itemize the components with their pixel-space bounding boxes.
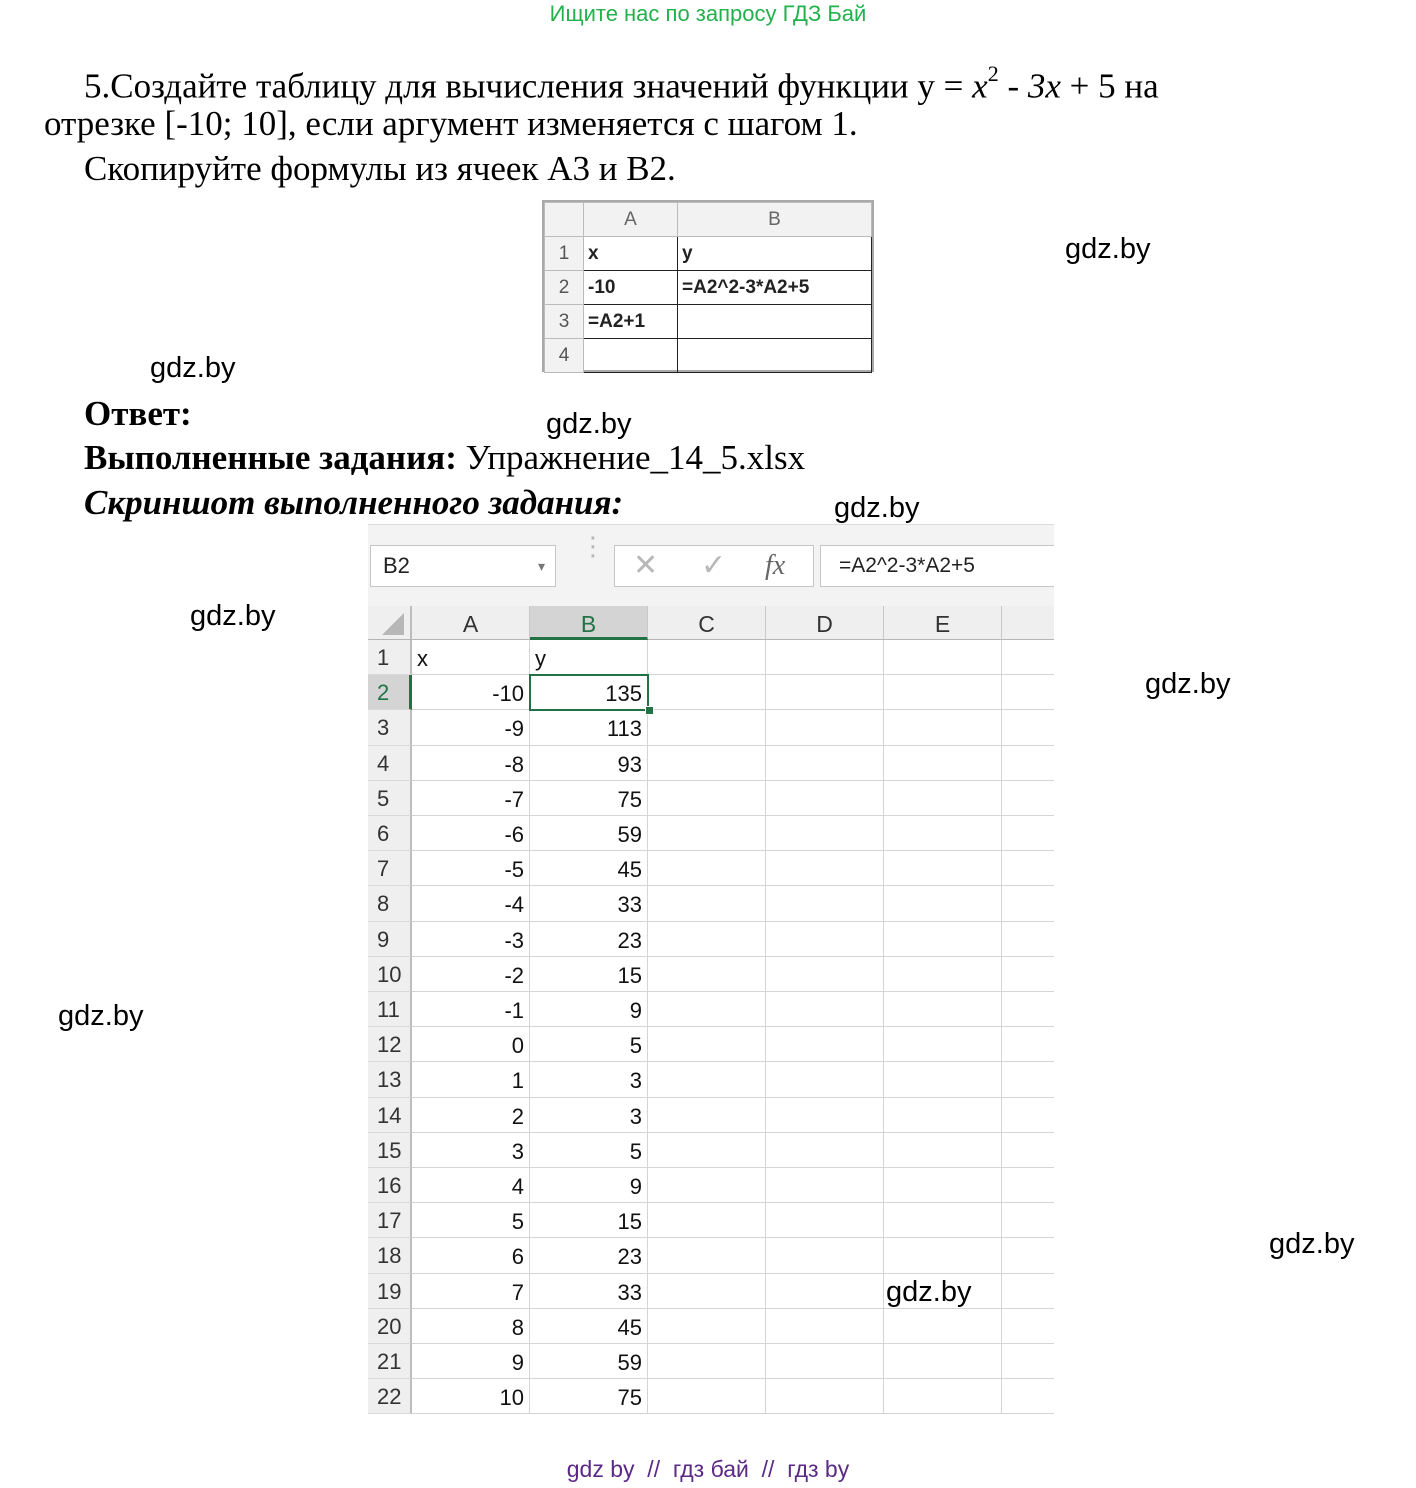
row-header[interactable]: 7 [368, 851, 412, 886]
row-header[interactable]: 17 [368, 1203, 412, 1238]
cell-x[interactable]: 10 [412, 1379, 530, 1414]
small-formula-table [542, 200, 874, 372]
top-banner: Ищите нас по запросу ГДЗ Бай [549, 1, 867, 26]
corner-cell [545, 203, 584, 237]
cell-y[interactable]: 5 [530, 1133, 648, 1168]
watermark: gdz.by [1145, 668, 1231, 700]
watermark: gdz.by [58, 1000, 144, 1032]
row-header[interactable]: 18 [368, 1238, 412, 1273]
cell-y[interactable]: 33 [530, 886, 648, 921]
cell-y[interactable]: 45 [530, 851, 648, 886]
watermark: gdz.by [150, 352, 236, 384]
row-header[interactable]: 2 [368, 675, 412, 710]
cell-empty[interactable] [648, 922, 766, 957]
small-cell [678, 305, 872, 339]
cell-empty[interactable] [1002, 1027, 1054, 1062]
cell-empty[interactable] [1002, 1344, 1054, 1379]
cell-empty[interactable] [1002, 781, 1054, 816]
cell-empty[interactable] [1002, 1238, 1054, 1273]
cell-empty[interactable] [648, 886, 766, 921]
cell-empty[interactable] [884, 781, 1002, 816]
row-header[interactable]: 19 [368, 1274, 412, 1309]
cell-empty[interactable] [766, 992, 884, 1027]
cell-empty[interactable] [766, 1203, 884, 1238]
row-header[interactable]: 13 [368, 1062, 412, 1097]
cell-y[interactable]: 5 [530, 1027, 648, 1062]
cell-empty[interactable] [1002, 1133, 1054, 1168]
row-header[interactable]: 14 [368, 1098, 412, 1133]
cell-empty[interactable] [884, 1309, 1002, 1344]
cell-empty[interactable] [1002, 710, 1054, 745]
cell-empty[interactable] [766, 781, 884, 816]
cell-empty[interactable] [884, 1098, 1002, 1133]
cell-empty[interactable] [1002, 1203, 1054, 1238]
watermark: gdz.by [834, 492, 920, 524]
cell-empty[interactable] [884, 1344, 1002, 1379]
task-end: + 5 на [1060, 66, 1159, 106]
footer-link-gdz-by[interactable]: gdz by [566, 1456, 635, 1482]
cell-y[interactable]: 9 [530, 1168, 648, 1203]
cell-empty[interactable] [1002, 1274, 1054, 1309]
done-tasks-line [84, 438, 805, 478]
cell-empty[interactable] [884, 992, 1002, 1027]
cell-empty[interactable] [648, 640, 766, 675]
row-header[interactable]: 8 [368, 886, 412, 921]
cell-empty[interactable] [648, 1027, 766, 1062]
cell-empty[interactable] [1002, 816, 1054, 851]
answer-label: Ответ: [84, 394, 192, 433]
footer-separator: // [634, 1456, 673, 1482]
dropdown-icon[interactable]: ▾ [537, 558, 545, 574]
cell-empty[interactable] [648, 1309, 766, 1344]
small-row-number: 4 [545, 339, 584, 373]
column-header-b[interactable]: B [530, 606, 648, 640]
name-box-value: B2 [383, 553, 410, 578]
cell-empty[interactable] [648, 1344, 766, 1379]
small-cell: =A2^2-3*A2+5 [678, 271, 872, 305]
cell-empty[interactable] [648, 992, 766, 1027]
cell-empty[interactable] [1002, 746, 1054, 781]
cell-x[interactable]: 7 [412, 1274, 530, 1309]
footer-links [0, 1456, 1416, 1483]
row-header[interactable]: 22 [368, 1379, 412, 1414]
cell-empty[interactable] [1002, 675, 1054, 710]
cell-y[interactable]: y [530, 640, 648, 675]
row-header[interactable]: 15 [368, 1133, 412, 1168]
cell-x[interactable]: 9 [412, 1344, 530, 1379]
task-3x: 3x [1027, 66, 1061, 106]
cell-empty[interactable] [884, 851, 1002, 886]
task-line-3: Скопируйте формулы из ячеек А3 и В2. [84, 149, 676, 188]
column-header-d[interactable]: D [766, 606, 884, 640]
enter-icon[interactable]: ✓ [701, 549, 727, 582]
select-all-corner[interactable] [368, 606, 412, 640]
cell-empty[interactable] [1002, 1062, 1054, 1097]
cell-empty[interactable] [766, 816, 884, 851]
cell-x[interactable]: 4 [412, 1168, 530, 1203]
small-cell [678, 339, 872, 373]
cell-empty[interactable] [884, 1238, 1002, 1273]
row-header[interactable]: 12 [368, 1027, 412, 1062]
cell-empty[interactable] [884, 675, 1002, 710]
cell-empty[interactable] [648, 1168, 766, 1203]
cell-empty[interactable] [1002, 886, 1054, 921]
cell-empty[interactable] [648, 1274, 766, 1309]
cell-empty[interactable] [766, 957, 884, 992]
small-cell: =A2+1 [584, 305, 678, 339]
small-row-number: 1 [545, 237, 584, 271]
row-header[interactable]: 16 [368, 1168, 412, 1203]
column-header-a[interactable]: A [412, 606, 530, 640]
small-cell [584, 339, 678, 373]
watermark: gdz.by [546, 408, 632, 440]
cell-empty[interactable] [766, 851, 884, 886]
cell-empty[interactable] [766, 640, 884, 675]
cell-x[interactable]: -7 [412, 781, 530, 816]
cell-x[interactable]: 1 [412, 1062, 530, 1097]
cell-empty[interactable] [884, 710, 1002, 745]
footer-link-gdz-by-cyr[interactable]: гдз by [787, 1456, 850, 1482]
cell-empty[interactable] [766, 675, 884, 710]
cell-empty[interactable] [648, 957, 766, 992]
task-line-2: отрезке [-10; 10], если аргумент изменяется с шагом 1. [44, 104, 858, 143]
cell-x[interactable]: -9 [412, 710, 530, 745]
cell-empty[interactable] [766, 1238, 884, 1273]
cell-empty[interactable] [1002, 1379, 1054, 1414]
cell-x[interactable]: x [412, 640, 530, 675]
column-header-e[interactable]: E [884, 606, 1002, 640]
watermark: gdz.by [886, 1276, 972, 1308]
watermark: gdz.by [190, 600, 276, 632]
cell-empty[interactable] [884, 922, 1002, 957]
cell-x[interactable]: -8 [412, 746, 530, 781]
formula-buttons [614, 545, 814, 587]
cell-x[interactable]: -5 [412, 851, 530, 886]
formula-bar [368, 524, 1054, 607]
cell-y[interactable]: 15 [530, 1203, 648, 1238]
small-cell: y [678, 237, 872, 271]
cell-y[interactable]: 23 [530, 1238, 648, 1273]
footer-separator: // [748, 1456, 788, 1482]
small-col-header: B [678, 203, 872, 237]
screenshot-label: Скриншот выполненного задания: [84, 483, 624, 522]
cell-empty[interactable] [884, 816, 1002, 851]
cell-empty[interactable] [766, 1027, 884, 1062]
row-header[interactable]: 9 [368, 922, 412, 957]
watermark: gdz.by [1065, 233, 1151, 265]
footer-link-gdz-bai[interactable]: гдз бай [672, 1456, 749, 1482]
more-icon[interactable]: ⋮ [580, 531, 606, 561]
cell-empty[interactable] [766, 886, 884, 921]
cell-x[interactable]: -1 [412, 992, 530, 1027]
cell-y[interactable]: 113 [530, 710, 648, 745]
cell-empty[interactable] [766, 1133, 884, 1168]
column-header-c[interactable]: C [648, 606, 766, 640]
cell-empty[interactable] [884, 640, 1002, 675]
task-minus: - [998, 66, 1028, 106]
cell-x[interactable]: -2 [412, 957, 530, 992]
cell-empty[interactable] [648, 851, 766, 886]
column-header-f[interactable] [1002, 606, 1054, 640]
row-header[interactable]: 6 [368, 816, 412, 851]
cell-empty[interactable] [766, 1379, 884, 1414]
cell-x[interactable]: -4 [412, 886, 530, 921]
cell-empty[interactable] [648, 1238, 766, 1273]
cell-y[interactable]: 3 [530, 1062, 648, 1097]
cell-empty[interactable] [648, 1133, 766, 1168]
watermark: gdz.by [1269, 1228, 1355, 1260]
cell-empty[interactable] [884, 1133, 1002, 1168]
cell-x[interactable]: 5 [412, 1203, 530, 1238]
task-exponent: 2 [987, 61, 999, 86]
cancel-icon[interactable]: ✕ [633, 549, 659, 582]
cell-empty[interactable] [1002, 851, 1054, 886]
cell-empty[interactable] [766, 1168, 884, 1203]
cell-empty[interactable] [648, 1098, 766, 1133]
small-row-number: 2 [545, 271, 584, 305]
cell-x[interactable]: 3 [412, 1133, 530, 1168]
cell-empty[interactable] [1002, 1168, 1054, 1203]
cell-empty[interactable] [1002, 640, 1054, 675]
cell-x[interactable]: -6 [412, 816, 530, 851]
cell-empty[interactable] [884, 886, 1002, 921]
cell-empty[interactable] [766, 1344, 884, 1379]
fill-handle[interactable] [645, 706, 654, 715]
cell-empty[interactable] [766, 1274, 884, 1309]
cell-empty[interactable] [884, 1379, 1002, 1414]
cell-empty[interactable] [766, 1309, 884, 1344]
cell-y[interactable]: 33 [530, 1274, 648, 1309]
small-col-header: A [584, 203, 678, 237]
cell-empty[interactable] [648, 1203, 766, 1238]
task-x: x [972, 66, 988, 106]
cell-y[interactable]: 75 [530, 1379, 648, 1414]
cell-x[interactable]: -10 [412, 675, 530, 710]
row-header[interactable]: 5 [368, 781, 412, 816]
cell-y[interactable]: 23 [530, 922, 648, 957]
cell-empty[interactable] [1002, 1098, 1054, 1133]
cell-empty[interactable] [766, 1062, 884, 1097]
cell-empty[interactable] [766, 1098, 884, 1133]
cell-empty[interactable] [884, 1062, 1002, 1097]
small-cell: -10 [584, 271, 678, 305]
cell-empty[interactable] [648, 1379, 766, 1414]
row-header[interactable]: 11 [368, 992, 412, 1027]
row-header[interactable]: 20 [368, 1309, 412, 1344]
row-header[interactable]: 4 [368, 746, 412, 781]
cell-empty[interactable] [884, 1203, 1002, 1238]
cell-x[interactable]: 6 [412, 1238, 530, 1273]
cell-y[interactable]: 59 [530, 1344, 648, 1379]
cell-y[interactable]: 15 [530, 957, 648, 992]
cell-y[interactable]: 3 [530, 1098, 648, 1133]
cell-x[interactable]: 0 [412, 1027, 530, 1062]
cell-empty[interactable] [766, 710, 884, 745]
cell-y[interactable]: 9 [530, 992, 648, 1027]
cell-empty[interactable] [1002, 1309, 1054, 1344]
done-file-name: Упражнение_14_5.xlsx [456, 438, 806, 477]
cell-x[interactable]: -3 [412, 922, 530, 957]
cell-empty[interactable] [1002, 957, 1054, 992]
cell-empty[interactable] [648, 781, 766, 816]
small-row-number: 3 [545, 305, 584, 339]
cell-empty[interactable] [648, 675, 766, 710]
row-header[interactable]: 21 [368, 1344, 412, 1379]
row-header[interactable]: 1 [368, 640, 412, 675]
cell-y[interactable]: 75 [530, 781, 648, 816]
cell-empty[interactable] [648, 710, 766, 745]
cell-empty[interactable] [884, 746, 1002, 781]
cell-empty[interactable] [766, 746, 884, 781]
small-cell: x [584, 237, 678, 271]
cell-empty[interactable] [648, 746, 766, 781]
cell-y[interactable]: 45 [530, 1309, 648, 1344]
cell-empty[interactable] [1002, 992, 1054, 1027]
done-tasks-label: Выполненные задания: [84, 438, 457, 477]
cell-empty[interactable] [884, 1027, 1002, 1062]
cell-x[interactable]: 2 [412, 1098, 530, 1133]
fx-icon[interactable]: fx [765, 550, 786, 581]
cell-x[interactable]: 8 [412, 1309, 530, 1344]
name-box[interactable] [370, 545, 556, 587]
cell-y[interactable]: 59 [530, 816, 648, 851]
cell-empty[interactable] [766, 922, 884, 957]
row-header[interactable]: 10 [368, 957, 412, 992]
task-line-1 [84, 58, 1159, 107]
row-header[interactable]: 3 [368, 710, 412, 745]
active-cell-b2[interactable] [529, 674, 649, 711]
cell-empty[interactable] [884, 1168, 1002, 1203]
formula-input[interactable]: =A2^2-3*A2+5 [820, 545, 1054, 587]
cell-empty[interactable] [648, 1062, 766, 1097]
cell-empty[interactable] [1002, 922, 1054, 957]
cell-y[interactable]: 135 [530, 675, 648, 710]
cell-empty[interactable] [884, 957, 1002, 992]
cell-y[interactable]: 93 [530, 746, 648, 781]
task-intro: 5.Создайте таблицу для вычисления значений функции y = [84, 66, 973, 106]
cell-empty[interactable] [648, 816, 766, 851]
